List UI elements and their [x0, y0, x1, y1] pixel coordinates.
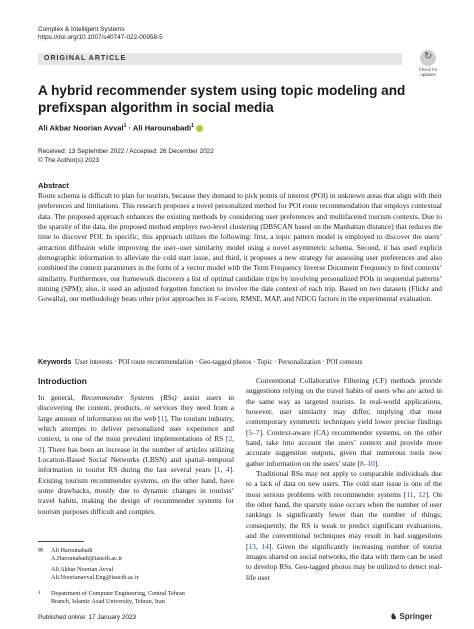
section-heading-introduction: Introduction	[38, 376, 87, 386]
article-dates	[38, 148, 214, 165]
citation-link[interactable]: 13	[248, 541, 256, 551]
paper-title: A hybrid recommender system using topic modeling and prefixspan algorithm in social media	[38, 83, 406, 115]
affiliation-mark: 1	[191, 123, 194, 129]
citation-link[interactable]: 14	[261, 541, 269, 551]
check-updates-label: Check for updates	[418, 67, 438, 77]
citation-link[interactable]: 11	[406, 489, 414, 499]
citation-link[interactable]: 2	[228, 434, 233, 444]
author-list	[38, 123, 203, 133]
affiliation-line: Department of Computer Engineering, Central Tehran	[51, 590, 185, 597]
copyright-notice: © The Author(s) 2023	[38, 156, 100, 164]
citation-link[interactable]: 3	[38, 444, 42, 454]
footnote-affiliation	[38, 590, 234, 606]
publisher-name: Springer	[399, 612, 433, 621]
check-for-updates-badge[interactable]	[417, 50, 439, 77]
received-accepted-dates: Received: 13 September 2022 / Accepted: 26 December 2022	[38, 148, 214, 155]
contact-name: Ali Akbar Noorian Avval	[51, 566, 114, 574]
doi-link[interactable]: https://doi.org/10.1007/s40747-022-00958-5	[38, 34, 163, 42]
paragraph: Traditional RSs may not apply to comparable individuals due to a lack of data on new users. The cold start issue is one of the most serious problems with recommender systems [11, 12]. On the other hand, the sparsity issue occurs when the number of user rankings is significantly fewer than the number of things; consequently, the RS is weak to predict significant evaluations, and the conventional techniques may result in bad suggestions [13, 14]. Given the significantly increasing number of tourist images shared on social networks, the data with them can be used to develop RSs. Geo-tagged photos may be utilized to detect real-life user	[246, 469, 442, 582]
citation-link[interactable]: 1	[160, 413, 165, 423]
affiliation-mark: 1	[123, 123, 127, 129]
paragraph: Conventional Collaborative Filtering (CF) methods provide suggestions relying on the travel habits of users who are acted in the same way as targeted tourists. In real-world applications, however, user similarity may differ, implying that most contemporary symmetric techniques yield lower precise findings [5–7]. Context-aware (CA) recommender systems, on the other hand, take into account the users’ context and provide more accurate suggestion outputs, given that numerous tools now gather information on the users’ state [8–10].	[246, 376, 442, 468]
contact-name: Ali Harounabadi	[51, 547, 93, 554]
citation-link[interactable]: 4	[225, 465, 230, 475]
affiliation-line: Branch, Islamic Azad University, Tehran, Iran	[51, 598, 165, 606]
journal-header	[38, 26, 163, 43]
author-name[interactable]: Ali Harounabadi	[132, 123, 192, 133]
text-column-left	[38, 393, 234, 517]
contact-email[interactable]: A.Harounabadi@iauctb.ac.ir	[51, 555, 123, 563]
contact-email[interactable]: Ali.Noorianavval.Eng@iauctb.ac.ir	[51, 574, 139, 582]
citation-link[interactable]: 5–7	[248, 427, 260, 437]
affiliation-mark: 1	[38, 591, 41, 596]
keywords-label: Keywords	[38, 359, 72, 366]
published-online-date: Published online: 17 January 2023	[38, 614, 137, 621]
text-column-right	[246, 376, 442, 583]
envelope-icon: ✉	[38, 547, 44, 554]
citation-link[interactable]: 12	[418, 489, 426, 499]
refresh-icon: ↻	[420, 50, 436, 66]
orcid-icon[interactable]	[196, 125, 203, 132]
keywords	[38, 358, 442, 367]
article-type-label: ORIGINAL ARTICLE	[44, 55, 127, 62]
footnote-divider	[38, 541, 84, 542]
springer-horse-icon: ♞	[390, 612, 398, 621]
citation-link[interactable]: 1	[216, 465, 221, 475]
footnote-contact	[38, 547, 234, 582]
abstract-text: Route schema is difficult to plan for tourists, because they demand to pick points of interest (POI) in unknown areas that align with their preferences and limitations. This research proposes a novel personalized method for POI route recommendation that employs contextual data. The proposed approach enhances the existing methods by considering user preferences and multifaceted tourism contexts. Due to the sparsity of the data, the proposed method employs two-level clustering (DBSCAN based on the Manhattan distance) that reduces the time to discover POI. In specific, this approach utilizes the following: first, a topic pattern model is employed to discover the users’ attraction diffusion while improving the user–user similarity model using a novel asymmetric schema. Second, it has used explicit demographic information to alleviate the cold start issue, and third, it proposes a new strategy for assessing user preferences and also combined the context parameters in the form of a vector model with the Term Frequency Inverse Document Frequency to find contexts’ similarity. Furthermore, our framework discovers a list of optimal candidate trips by involving personalized POIs in sequential patterns’ mining (SPM); also, it used an adjusted forgotten function to involve the date context of each trip. Based on two datasets (Flickr and Gowalla), our methodology beats other prior approaches in F-score, RMSE, MAP, and NDCG factors in the experimental evaluation.	[38, 191, 442, 304]
abstract-heading: Abstract	[38, 181, 69, 190]
springer-logo	[390, 612, 432, 621]
journal-name: Complex & Intelligent Systems	[38, 26, 125, 33]
keywords-list: User interests · POI route recommendation · Geo-tagged photos · Topic · Personalization · POI contexts	[74, 359, 363, 366]
author-name[interactable]: Ali Akbar Noorian Avval	[38, 123, 124, 133]
author-separator: ·	[126, 123, 133, 133]
citation-link[interactable]: 8–10	[359, 458, 375, 468]
paragraph: In general, Recommender Systems (RSs) assist users in discovering the content, products, or services they need from a large amount of information on the web [1]. The tourism industry, which attempts to deliver personalized user experience and context, is one of the most prevalent implementations of RS [2, 3]. There has been an increase in the number of articles utilizing Location-Based Social Networks (LBSN) and spatial–temporal information in tourist RS during the last several years [1, 4]. Existing tourism recommender systems, on the other hand, have some drawbacks, mostly due to dynamic changes in tourists’ travel habits, making the design of recommender systems for tourism purposes difficult and complex.	[38, 393, 235, 516]
